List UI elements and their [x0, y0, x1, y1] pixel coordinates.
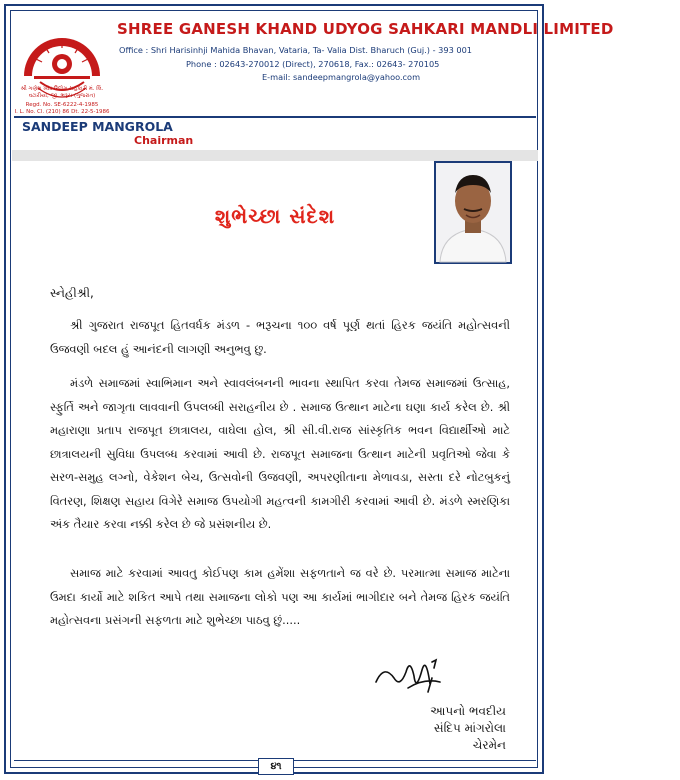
page-number: ૪૧ [258, 758, 294, 775]
closing-designation: ચેરમેન [472, 738, 506, 752]
org-name: SHREE GANESH KHAND UDYOG SAHKARI MANDLI LIMITED [117, 20, 614, 38]
org-office-address: Office : Shri Harisinhji Mahida Bhavan, Vataria, Ta- Valia Dist. Bharuch (Guj.) - 393 001 [119, 45, 473, 55]
logo-reg-line: I. L. No. Cl. (210) 86 Dt. 22-5-1986 [14, 109, 110, 115]
person-title: Chairman [134, 134, 194, 147]
letter-paragraph-2: મંડળે સમાજમાં સ્વાભિમાન અને સ્વાવલંબનની ભાવના સ્થાપિત કરવા તેમજ સમાજમાં ઉત્સાહ, સ્ફુર્તિ અને જાગૃતા લાવવાની ઉપલબ્ધી સરાહનીય છે . સમાજ ઉત્થાન માટેના ઘણા કાર્ય કરેલ છે. શ્રી મહારાણા પ્રતાપ રાજપૂત છાત્રાલય, વાઘેલા હોલ, શ્રી સી.વી.રાજ સાંસ્કૃતિક ભવન વિદ્યાર્થીઓ માટે છાત્રાલયની સુવિધા ઉપલબ્ધ કરવામાં આવી છે. રાજપૂત સમાજના ઉત્થાન માટેની પ્રવૃતિઓ જેવા કે સરળ-સમુહ લગ્નો, વેકેશન બેચ, ઉત્સવોની ઉજવણી, અપરણીતાના મેળાવડા, સસ્તા દરે નોટબુકનું વિતરણ, શિક્ષણ સહાય વિગેરે સમાજ ઉપયોગી મહત્વની કામગીરી કરવામાં આવી છે. મંડળે સ્મરણિકા અંક તૈયાર કરવા નક્કી કરેલ છે જે પ્રસંશનીય છે. [50, 376, 510, 531]
person-name: SANDEEP MANGROLA [22, 119, 173, 134]
header-band [12, 150, 538, 161]
logo-text-line: વટારીયા, જી. ભરૂચ (ગુજરાત) [28, 93, 96, 99]
logo-reg-line: Regd. No. SE-6222-4-1985 [25, 102, 99, 108]
salutation: સ્નેહીશ્રી, [50, 286, 94, 300]
header-divider [14, 116, 536, 118]
org-phone: Phone : 02643-270012 (Direct), 270618, Fax.: 02643- 270105 [186, 59, 440, 69]
signature-icon [370, 648, 460, 698]
closing-yours: આપનો ભવદીય [430, 704, 506, 718]
closing-name: સંદિપ માંગરોલા [433, 721, 506, 735]
logo-text-line: શ્રી ગણેશ ખાંડ ઉદ્યોગ સહકારી મં. લિ. [20, 86, 104, 92]
letter-heading: શુભેચ્છા સંદેશ [214, 204, 336, 228]
letter-paragraph-1: શ્રી ગુજરાત રાજપૂત હિતવર્ધક મંડળ - ભરૂચના ૧૦૦ વર્ષ પૂર્ણ થતાં હિરક જયંતિ મહોત્સવની ઉજવણી બદલ હું આનંદની લાગણી અનુભવુ છુ. [50, 318, 510, 356]
org-email: E-mail: sandeepmangrola@yahoo.com [262, 72, 421, 82]
letter-paragraph-3: સમાજ માટે કરવામાં આવતુ કોઈપણ કામ હમેંશા સફળતાને જ વરે છે. પરમાત્મા સમાજ માટેના ઉમદા કાર્યો માટે શકિત આપે તથા સમાજના લોકો પણ આ કાર્યમાં ભાગીદાર બને તેમજ હિરક જયંતિ મહોત્સવના પ્રસંગની સફળતા માટે શુભેચ્છા પાઠવુ છું..... [50, 566, 510, 627]
